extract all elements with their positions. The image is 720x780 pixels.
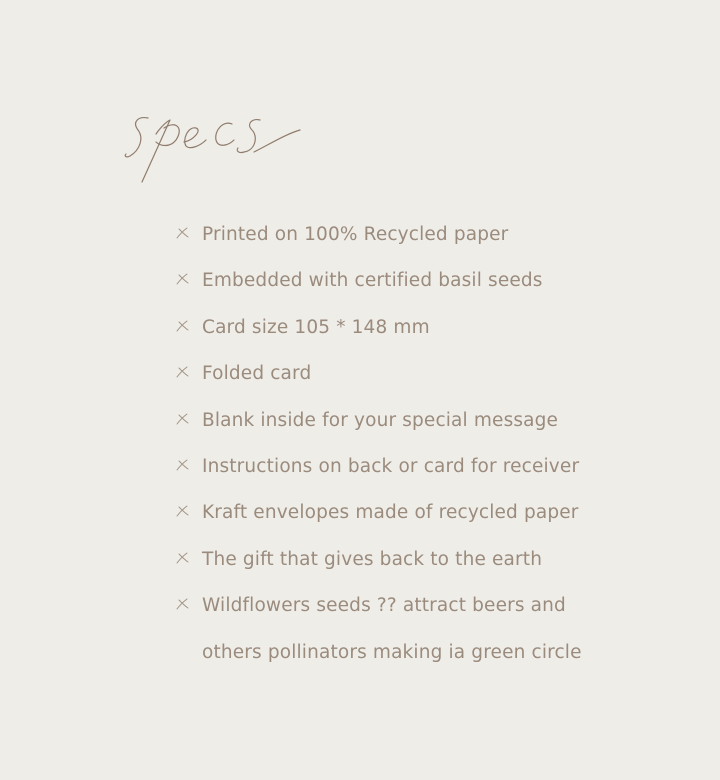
spec-text-continuation: others pollinators making ia green circle [202, 641, 582, 663]
spec-text: Instructions on back or card for receiver [202, 455, 580, 477]
list-item [174, 537, 694, 583]
specs-title [120, 100, 310, 190]
x-cross-icon [174, 225, 190, 241]
x-cross-icon [174, 364, 190, 380]
spec-text: Card size 105 * 148 mm [202, 316, 430, 338]
specs-title-text [310, 100, 311, 101]
spec-text: The gift that gives back to the earth [202, 548, 543, 570]
list-item [174, 351, 694, 397]
spec-text: Embedded with certified basil seeds [202, 270, 543, 292]
list-item [174, 212, 694, 258]
list-item [174, 490, 694, 536]
spec-text: Wildflowers seeds ?? attract beers and [202, 595, 566, 617]
specs-list [174, 212, 694, 676]
specs-script-lettering [120, 100, 310, 190]
list-item-continuation [174, 630, 694, 676]
x-cross-icon [174, 503, 190, 519]
x-cross-icon [174, 550, 190, 566]
list-item [174, 583, 694, 629]
spec-text: Folded card [202, 363, 312, 385]
list-item [174, 258, 694, 304]
x-cross-icon [174, 596, 190, 612]
list-item [174, 444, 694, 490]
spec-text: Blank inside for your special message [202, 409, 559, 431]
list-item [174, 305, 694, 351]
x-cross-icon [174, 318, 190, 334]
list-item [174, 398, 694, 444]
x-cross-icon [174, 457, 190, 473]
x-cross-icon [174, 411, 190, 427]
spec-text: Printed on 100% Recycled paper [202, 224, 509, 245]
x-cross-icon [174, 271, 190, 287]
spec-text: Kraft envelopes made of recycled paper [202, 502, 579, 524]
